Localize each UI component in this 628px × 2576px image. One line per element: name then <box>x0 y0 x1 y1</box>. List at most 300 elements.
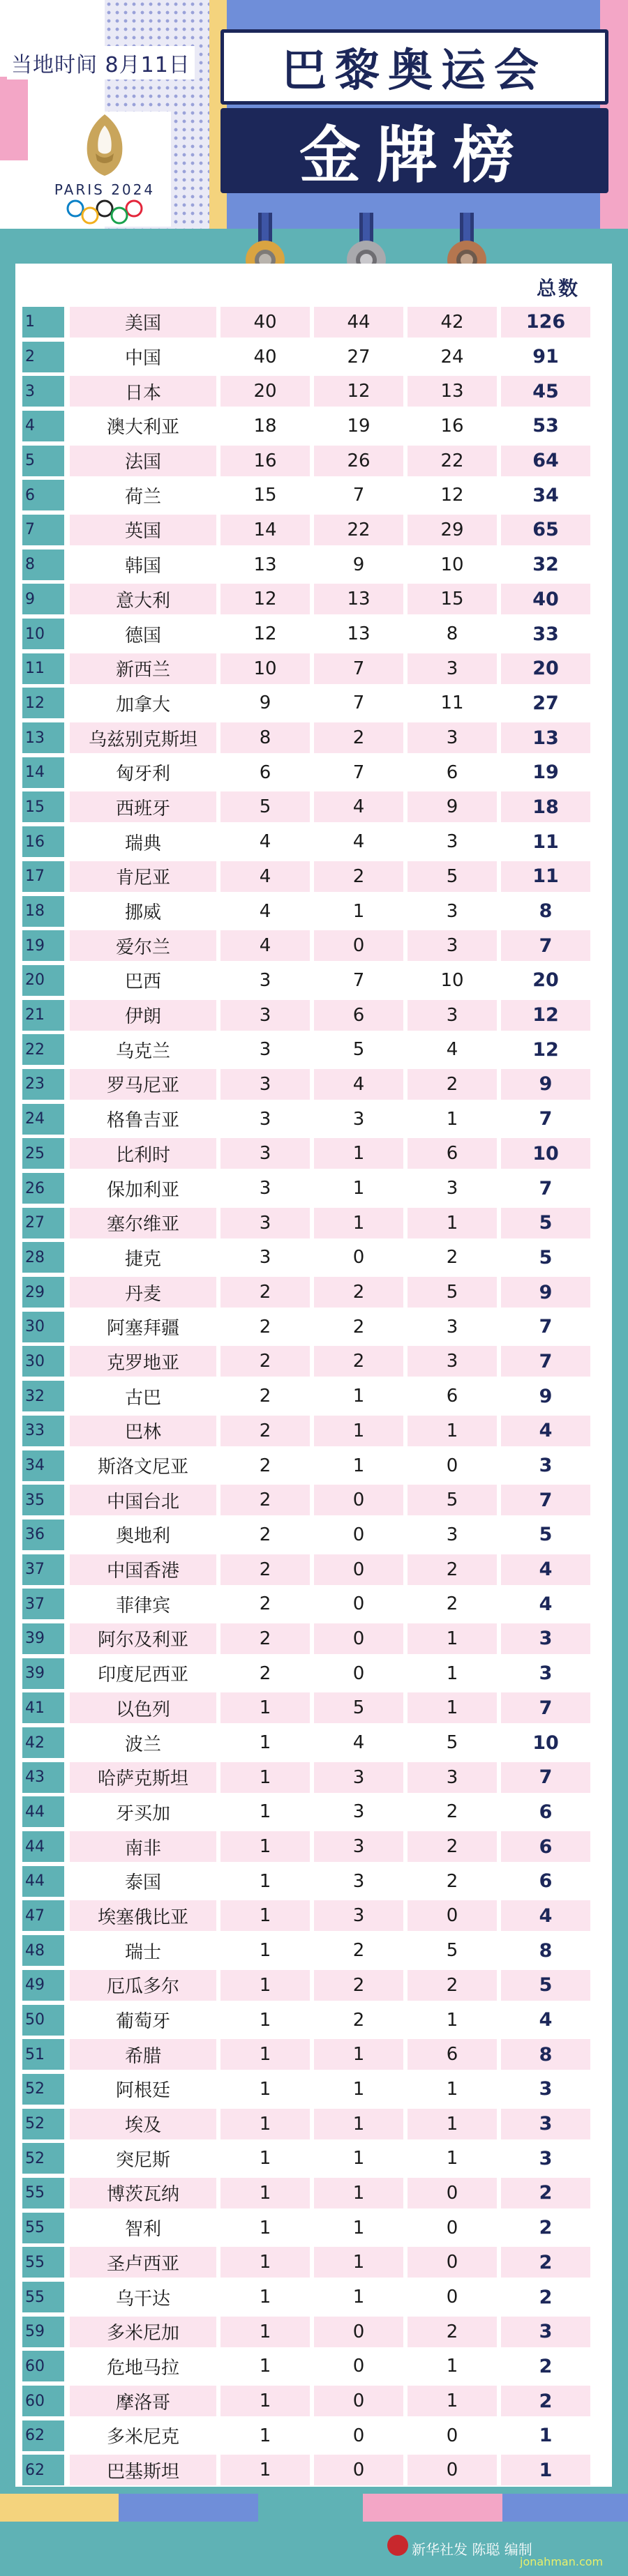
table-row <box>22 1656 605 1691</box>
country-cell: 乌克兰 <box>115 1040 170 1062</box>
bronze-count-cell: 1 <box>408 2109 497 2139</box>
bronze-count-cell: 3 <box>408 653 497 684</box>
gold-count-cell: 2 <box>220 1485 310 1515</box>
header-pink-block <box>0 77 28 160</box>
silver-count-cell: 9 <box>352 554 365 575</box>
silver-count-cell: 0 <box>352 1247 365 1268</box>
silver-count-cell: 2 <box>314 1277 403 1308</box>
total-count-cell: 2 <box>501 2386 590 2416</box>
country-cell: 巴西 <box>124 971 161 993</box>
rank-cell: 14 <box>22 757 64 788</box>
table-row <box>22 1586 605 1621</box>
silver-count-cell: 0 <box>314 930 403 961</box>
bronze-count-cell: 1 <box>446 1108 458 1130</box>
country-cell: 澳大利亚 <box>106 417 179 439</box>
rank-cell: 39 <box>22 1623 64 1654</box>
gold-count-cell: 3 <box>259 1108 271 1130</box>
rank-cell: 55 <box>22 2213 64 2243</box>
total-count-cell: 18 <box>501 791 590 822</box>
rank-cell: 41 <box>22 1692 64 1723</box>
title-box-bottom <box>220 108 608 193</box>
bronze-count-cell: 13 <box>408 376 497 407</box>
gold-count-cell: 1 <box>259 1732 271 1754</box>
gold-count-cell: 12 <box>220 584 310 614</box>
silver-count-cell: 0 <box>314 2455 403 2485</box>
rank-cell: 28 <box>22 1242 64 1273</box>
silver-count-cell: 7 <box>352 969 365 991</box>
country-cell: 意大利 <box>70 584 216 614</box>
table-row <box>22 1171 605 1206</box>
silver-count-cell: 0 <box>352 1524 365 1545</box>
bronze-count-cell: 3 <box>408 1762 497 1793</box>
bronze-count-cell: 5 <box>446 1732 458 1754</box>
bronze-count-cell: 2 <box>408 1554 497 1585</box>
gold-count-cell: 1 <box>220 2386 310 2416</box>
silver-count-cell: 1 <box>314 2039 403 2070</box>
table-row <box>22 2349 605 2384</box>
bronze-count-cell: 3 <box>408 1346 497 1377</box>
bronze-count-cell: 42 <box>408 307 497 338</box>
rank-cell: 27 <box>22 1208 64 1238</box>
total-count-cell: 5 <box>539 1246 553 1268</box>
gold-count-cell: 4 <box>259 831 271 853</box>
silver-count-cell: 2 <box>314 722 403 753</box>
rank-cell: 33 <box>22 1416 64 1446</box>
bronze-count-cell: 0 <box>446 2287 458 2308</box>
total-count-cell: 1 <box>501 2455 590 2485</box>
country-cell: 南非 <box>70 1831 216 1862</box>
country-cell: 美国 <box>70 307 216 338</box>
rank-cell: 42 <box>22 1727 64 1758</box>
country-cell: 斯洛文尼亚 <box>97 1457 188 1478</box>
rank-cell: 37 <box>22 1589 64 1619</box>
country-cell: 西班牙 <box>70 791 216 822</box>
total-count-cell: 5 <box>501 1208 590 1238</box>
total-count-cell: 33 <box>532 623 559 645</box>
table-row <box>22 2141 605 2176</box>
country-cell: 乌干达 <box>115 2288 170 2310</box>
rank-cell: 26 <box>22 1173 64 1204</box>
country-cell: 塞尔维亚 <box>70 1208 216 1238</box>
silver-count-cell: 5 <box>314 1692 403 1723</box>
country-cell: 埃塞俄比亚 <box>70 1900 216 1931</box>
gold-count-cell: 1 <box>259 2217 271 2238</box>
total-count-cell: 9 <box>539 1385 553 1407</box>
rank-cell: 10 <box>22 619 64 649</box>
gold-count-cell: 12 <box>253 623 277 645</box>
total-count-cell: 27 <box>532 692 559 714</box>
rank-cell: 44 <box>22 1866 64 1897</box>
bronze-count-cell: 0 <box>408 2455 497 2485</box>
silver-count-cell: 5 <box>352 1039 365 1061</box>
rank-cell: 60 <box>22 2386 64 2416</box>
gold-count-cell: 3 <box>259 1178 271 1199</box>
gold-count-cell: 2 <box>220 1623 310 1654</box>
gold-count-cell: 4 <box>259 900 271 922</box>
footer-color-blocks <box>0 2494 628 2522</box>
table-row <box>22 340 605 374</box>
gold-count-cell: 1 <box>259 2148 271 2169</box>
gold-count-cell: 2 <box>220 1554 310 1585</box>
silver-count-cell: 4 <box>352 1732 365 1754</box>
country-cell: 智利 <box>124 2219 161 2241</box>
gold-count-cell: 2 <box>220 1416 310 1446</box>
country-cell: 古巴 <box>124 1387 161 1409</box>
table-row <box>22 1206 605 1241</box>
bronze-count-cell: 1 <box>446 2009 458 2031</box>
title-box-top <box>220 29 608 105</box>
bronze-count-cell: 2 <box>446 1870 458 1892</box>
table-row <box>22 894 605 929</box>
table-row <box>22 1760 605 1795</box>
gold-count-cell: 3 <box>220 1069 310 1100</box>
rank-cell: 11 <box>22 653 64 684</box>
gold-count-cell: 1 <box>220 2109 310 2139</box>
silver-count-cell: 22 <box>314 515 403 545</box>
total-count-cell: 8 <box>539 1939 553 1962</box>
total-count-cell: 3 <box>501 1623 590 1654</box>
table-row <box>22 2280 605 2314</box>
bronze-count-cell: 3 <box>446 1178 458 1199</box>
bronze-count-cell: 10 <box>440 554 464 575</box>
country-cell: 阿塞拜疆 <box>106 1318 179 1340</box>
silver-count-cell: 6 <box>314 1000 403 1031</box>
table-row <box>22 478 605 513</box>
gold-count-cell: 5 <box>220 791 310 822</box>
gold-count-cell: 1 <box>259 1801 271 1823</box>
silver-count-cell: 0 <box>314 1485 403 1515</box>
gold-count-cell: 3 <box>259 1247 271 1268</box>
total-count-cell: 11 <box>532 831 559 853</box>
table-row <box>22 2107 605 2142</box>
gold-count-cell: 1 <box>220 1692 310 1723</box>
silver-count-cell: 2 <box>314 1346 403 1377</box>
total-count-cell: 4 <box>501 1900 590 1931</box>
bronze-count-cell: 22 <box>408 446 497 476</box>
bronze-count-cell: 5 <box>446 1940 458 1962</box>
total-count-cell: 91 <box>532 346 559 368</box>
credit-text: 新华社发 陈聪 编制 <box>412 2541 532 2558</box>
table-row <box>22 1899 605 1934</box>
total-count-cell: 64 <box>501 446 590 476</box>
table-row <box>22 444 605 478</box>
gold-count-cell: 1 <box>259 2009 271 2031</box>
country-cell: 瑞士 <box>124 1941 161 1963</box>
country-cell: 爱尔兰 <box>70 930 216 961</box>
rank-cell: 6 <box>22 480 64 510</box>
bronze-count-cell: 0 <box>446 2217 458 2238</box>
bronze-count-cell: 3 <box>446 1316 458 1338</box>
rank-cell: 2 <box>22 342 64 372</box>
total-count-cell: 7 <box>539 1177 553 1199</box>
bronze-count-cell: 3 <box>408 1000 497 1031</box>
total-count-cell: 2 <box>539 2286 553 2308</box>
total-count-cell: 3 <box>539 1662 553 1685</box>
silver-count-cell: 7 <box>314 653 403 684</box>
bronze-count-cell: 5 <box>408 861 497 892</box>
silver-count-cell: 0 <box>352 2425 365 2446</box>
total-count-cell: 20 <box>501 653 590 684</box>
silver-count-cell: 0 <box>314 2317 403 2347</box>
rank-cell: 7 <box>22 515 64 545</box>
bronze-count-cell: 24 <box>440 346 464 368</box>
silver-count-cell: 1 <box>352 2078 365 2100</box>
rank-cell: 3 <box>22 376 64 407</box>
bronze-count-cell: 6 <box>408 2039 497 2070</box>
bronze-count-cell: 5 <box>408 1485 497 1515</box>
country-cell: 巴林 <box>70 1416 216 1446</box>
country-cell: 希腊 <box>70 2039 216 2070</box>
silver-count-cell: 2 <box>314 861 403 892</box>
bronze-count-cell: 0 <box>446 2425 458 2446</box>
gold-count-cell: 4 <box>220 861 310 892</box>
country-cell: 牙买加 <box>115 1803 170 1824</box>
total-count-cell: 4 <box>501 1416 590 1446</box>
bronze-count-cell: 2 <box>446 1593 458 1615</box>
gold-count-cell: 1 <box>220 1900 310 1931</box>
silver-count-cell: 1 <box>352 900 365 922</box>
table-row <box>22 1933 605 1968</box>
table-row <box>22 2453 605 2488</box>
bronze-count-cell: 0 <box>408 1900 497 1931</box>
table-row <box>22 755 605 790</box>
total-count-cell: 9 <box>501 1277 590 1308</box>
total-count-cell: 1 <box>539 2425 553 2447</box>
rank-cell: 1 <box>22 307 64 338</box>
country-cell: 哈萨克斯坦 <box>70 1762 216 1793</box>
gold-count-cell: 2 <box>259 1662 271 1684</box>
table-row <box>22 1379 605 1414</box>
country-cell: 中国香港 <box>70 1554 216 1585</box>
table-row <box>22 651 605 686</box>
country-cell: 捷克 <box>124 1248 161 1270</box>
country-cell: 德国 <box>124 625 161 646</box>
bronze-count-cell: 1 <box>408 1623 497 1654</box>
bronze-count-cell: 2 <box>408 1831 497 1862</box>
gold-count-cell: 1 <box>259 2356 271 2377</box>
silver-count-cell: 13 <box>314 584 403 614</box>
gold-count-cell: 3 <box>259 1039 271 1061</box>
country-cell: 突尼斯 <box>115 2149 170 2171</box>
country-cell: 厄瓜多尔 <box>70 1970 216 2001</box>
gold-count-cell: 14 <box>220 515 310 545</box>
table-row <box>22 720 605 755</box>
bronze-count-cell: 3 <box>446 831 458 853</box>
rank-cell: 18 <box>22 896 64 927</box>
rank-cell: 22 <box>22 1034 64 1065</box>
bronze-count-cell: 0 <box>446 1455 458 1476</box>
table-row <box>22 1275 605 1310</box>
rank-cell: 34 <box>22 1450 64 1481</box>
rank-cell: 5 <box>22 446 64 476</box>
country-cell: 圣卢西亚 <box>70 2247 216 2278</box>
gold-count-cell: 2 <box>259 1593 271 1615</box>
total-count-cell: 7 <box>501 930 590 961</box>
country-cell: 中国台北 <box>70 1485 216 1515</box>
table-row <box>22 998 605 1033</box>
page-title-line2: 金牌榜 <box>299 119 530 191</box>
gold-count-cell: 3 <box>220 1000 310 1031</box>
gold-count-cell: 1 <box>259 2078 271 2100</box>
total-column-header: 总数 <box>536 277 580 300</box>
rank-cell: 44 <box>22 1796 64 1827</box>
silver-count-cell: 1 <box>352 1455 365 1476</box>
silver-count-cell: 1 <box>314 1138 403 1169</box>
bronze-count-cell: 3 <box>408 930 497 961</box>
silver-count-cell: 1 <box>352 2217 365 2238</box>
gold-count-cell: 1 <box>220 1970 310 2001</box>
gold-count-cell: 1 <box>220 2455 310 2485</box>
rank-cell: 19 <box>22 930 64 961</box>
country-cell: 多米尼克 <box>106 2427 179 2448</box>
rank-cell: 15 <box>22 791 64 822</box>
country-cell: 乌兹别克斯坦 <box>70 722 216 753</box>
table-row <box>22 1691 605 1726</box>
bronze-count-cell: 12 <box>440 485 464 506</box>
silver-count-cell: 7 <box>352 692 365 714</box>
country-cell: 法国 <box>70 446 216 476</box>
gold-count-cell: 2 <box>220 1346 310 1377</box>
country-cell: 韩国 <box>124 556 161 577</box>
bronze-count-cell: 29 <box>408 515 497 545</box>
table-row <box>22 305 605 340</box>
rank-cell: 20 <box>22 965 64 996</box>
watermark-text: jonahman.com <box>520 2555 604 2568</box>
gold-count-cell: 1 <box>220 1831 310 1862</box>
gold-count-cell: 2 <box>259 1386 271 1407</box>
bronze-count-cell: 11 <box>440 692 464 714</box>
country-cell: 保加利亚 <box>106 1179 179 1201</box>
silver-count-cell: 0 <box>314 2386 403 2416</box>
bronze-count-cell: 6 <box>408 1138 497 1169</box>
country-cell: 英国 <box>70 515 216 545</box>
country-cell: 巴基斯坦 <box>70 2455 216 2485</box>
rank-cell: 55 <box>22 2178 64 2208</box>
silver-count-cell: 13 <box>347 623 371 645</box>
gold-count-cell: 1 <box>259 2425 271 2446</box>
table-row <box>22 2245 605 2280</box>
bronze-count-cell: 1 <box>446 2356 458 2377</box>
country-cell: 伊朗 <box>70 1000 216 1031</box>
country-cell: 丹麦 <box>70 1277 216 1308</box>
country-cell: 中国 <box>124 348 161 370</box>
country-cell: 荷兰 <box>124 486 161 508</box>
table-row <box>22 2072 605 2107</box>
bronze-count-cell: 5 <box>408 1277 497 1308</box>
rank-cell: 47 <box>22 1900 64 1931</box>
silver-count-cell: 27 <box>347 346 371 368</box>
rank-cell: 17 <box>22 861 64 892</box>
rank-cell: 32 <box>22 1381 64 1411</box>
rank-cell: 36 <box>22 1520 64 1550</box>
xinhua-logo-icon <box>387 2535 408 2556</box>
country-cell: 新西兰 <box>70 653 216 684</box>
total-count-cell: 5 <box>501 1970 590 2001</box>
gold-count-cell: 16 <box>220 446 310 476</box>
table-row <box>22 1310 605 1344</box>
bronze-count-cell: 1 <box>408 1208 497 1238</box>
total-count-cell: 65 <box>501 515 590 545</box>
silver-count-cell: 3 <box>314 1831 403 1862</box>
gold-count-cell: 3 <box>220 1208 310 1238</box>
gold-count-cell: 40 <box>253 346 277 368</box>
total-count-cell: 2 <box>501 2178 590 2208</box>
table-row <box>22 1864 605 1899</box>
table-row <box>22 2176 605 2211</box>
bronze-count-cell: 1 <box>408 1692 497 1723</box>
country-cell: 罗马尼亚 <box>70 1069 216 1100</box>
bronze-count-cell: 0 <box>408 2178 497 2208</box>
table-row <box>22 1067 605 1102</box>
olympic-rings-icon <box>63 199 147 225</box>
country-cell: 挪威 <box>124 902 161 924</box>
bronze-count-cell: 1 <box>408 2386 497 2416</box>
table-row <box>22 859 605 894</box>
total-count-cell: 126 <box>501 307 590 338</box>
silver-count-cell: 1 <box>314 2178 403 2208</box>
gold-count-cell: 9 <box>259 692 271 714</box>
silver-count-cell: 26 <box>314 446 403 476</box>
total-count-cell: 2 <box>539 2355 553 2377</box>
table-row <box>22 2314 605 2349</box>
silver-count-cell: 1 <box>352 2148 365 2169</box>
silver-count-cell: 2 <box>314 1970 403 2001</box>
gold-count-cell: 1 <box>259 1870 271 1892</box>
total-count-cell: 3 <box>501 2109 590 2139</box>
bronze-count-cell: 1 <box>446 2078 458 2100</box>
rank-cell: 35 <box>22 1485 64 1515</box>
table-row <box>22 2211 605 2245</box>
gold-count-cell: 1 <box>220 2247 310 2278</box>
silver-count-cell: 7 <box>352 485 365 506</box>
silver-count-cell: 0 <box>352 1662 365 1684</box>
rank-cell: 12 <box>22 688 64 718</box>
total-count-cell: 13 <box>501 722 590 753</box>
total-count-cell: 3 <box>539 2147 553 2169</box>
bronze-count-cell: 9 <box>408 791 497 822</box>
bronze-count-cell: 2 <box>446 1801 458 1823</box>
total-count-cell: 8 <box>539 900 553 923</box>
gold-count-cell: 1 <box>259 2287 271 2308</box>
bronze-count-cell: 4 <box>446 1039 458 1061</box>
rank-cell: 13 <box>22 722 64 753</box>
total-count-cell: 6 <box>539 1870 553 1893</box>
country-cell: 埃及 <box>70 2109 216 2139</box>
total-count-cell: 5 <box>539 1524 553 1546</box>
table-row <box>22 1414 605 1448</box>
silver-count-cell: 1 <box>352 1178 365 1199</box>
gold-count-cell: 15 <box>253 485 277 506</box>
total-count-cell: 19 <box>532 762 559 784</box>
total-count-cell: 8 <box>501 2039 590 2070</box>
page-title-line1: 巴黎奥运会 <box>282 45 547 97</box>
rank-cell: 62 <box>22 2420 64 2451</box>
rank-cell: 43 <box>22 1762 64 1793</box>
table-row <box>22 1795 605 1830</box>
gold-count-cell: 1 <box>220 2178 310 2208</box>
total-count-cell: 32 <box>532 554 559 576</box>
total-count-cell: 7 <box>501 1692 590 1723</box>
bronze-count-cell: 2 <box>408 1069 497 1100</box>
silver-count-cell: 1 <box>352 2287 365 2308</box>
table-row <box>22 374 605 409</box>
table-row <box>22 409 605 444</box>
country-cell: 加拿大 <box>115 694 170 715</box>
country-cell: 日本 <box>70 376 216 407</box>
bronze-count-cell: 15 <box>408 584 497 614</box>
total-count-cell: 3 <box>539 2078 553 2100</box>
silver-count-cell: 3 <box>352 1870 365 1892</box>
